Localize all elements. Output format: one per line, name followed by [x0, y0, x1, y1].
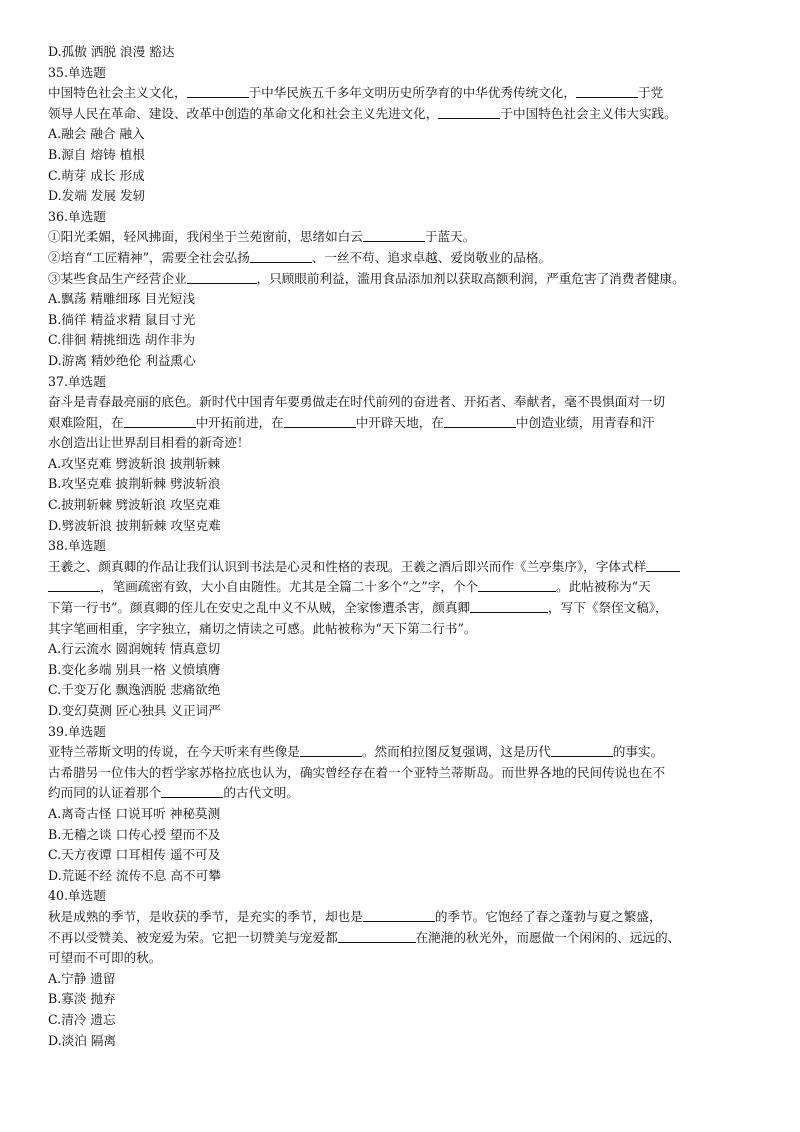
text-segment: A.离奇古怪 口说耳听 神秘莫测: [48, 805, 221, 821]
text-segment: D.淡泊 隔离: [48, 1032, 117, 1048]
text-line: [48, 248, 760, 269]
answer-blank: [161, 784, 223, 798]
text-line: [48, 722, 760, 743]
text-segment: 水创造出让世界刮目相看的新奇迹！: [48, 435, 250, 451]
text-segment: 35.单选题: [48, 64, 106, 80]
answer-blank: [187, 270, 257, 284]
answer-blank: [250, 249, 312, 263]
text-segment: 于中华民族五千多年文明历史所孕育的中华优秀传统文化，: [248, 85, 576, 101]
text-segment: 40.单选题: [48, 888, 106, 904]
text-line: [48, 866, 760, 887]
answer-blank: [438, 105, 500, 119]
text-segment: B.源自 熔铸 植根: [48, 146, 145, 162]
text-segment: 于党: [637, 85, 664, 101]
text-segment: D.劈波斩浪 披荆斩棘 攻坚克难: [48, 517, 221, 533]
text-segment: 艰难险阻，在: [48, 414, 124, 430]
answer-blank: [363, 908, 435, 922]
text-segment: ，笔画疏密有致，大小自由随性。尤其是全篇二十多个“之”字，个个: [100, 579, 479, 595]
text-segment: 秋是成熟的季节，是收获的季节，是充实的季节，却也是: [48, 908, 363, 924]
text-segment: 36.单选题: [48, 208, 106, 224]
text-segment: C.徘徊 精挑细选 胡作非为: [48, 332, 196, 348]
answer-blank: [363, 228, 425, 242]
text-line: [48, 413, 760, 434]
text-segment: A.行云流水 圆润婉转 情真意切: [48, 641, 221, 657]
text-line: [48, 948, 760, 969]
text-line: [48, 124, 760, 145]
text-line: [48, 495, 760, 516]
answer-blank: [300, 743, 362, 757]
text-line: [48, 1031, 760, 1052]
text-segment: B.无稽之谈 口传心授 望而不及: [48, 826, 221, 842]
exam-page: [48, 42, 760, 1051]
text-line: [48, 845, 760, 866]
text-line: [48, 989, 760, 1010]
text-segment: C.千变万化 飘逸洒脱 悲痛欲绝: [48, 682, 221, 698]
text-line: [48, 289, 760, 310]
text-segment: B.变化多端 别具一格 义愤填膺: [48, 661, 221, 677]
text-line: [48, 474, 760, 495]
text-line: [48, 639, 760, 660]
answer-blank: [444, 414, 516, 428]
text-segment: 于蓝天。: [424, 229, 476, 245]
text-segment: 中开拓前进，在: [195, 414, 284, 430]
text-segment: A.宁静 遗留: [48, 970, 116, 986]
text-line: [48, 372, 760, 393]
text-segment: D.游离 精妙绝伦 利益熏心: [48, 352, 196, 368]
text-segment: C.披荆斩棘 劈波斩浪 攻坚克难: [48, 497, 221, 513]
text-segment: A.攻坚克难 劈波斩浪 披荆斩棘: [48, 455, 221, 471]
text-segment: 于中国特色社会主义伟大实践。: [500, 105, 677, 121]
text-line: [48, 763, 760, 784]
answer-blank: [338, 929, 416, 943]
text-segment: 的季节。它饱经了春之蓬勃与夏之繁盛，: [434, 908, 662, 924]
text-segment: 的事实。: [612, 744, 664, 760]
answer-blank: [478, 578, 556, 592]
text-segment: 其字笔画相重，字字独立，痛切之情读之可感。此帖被称为“天下第二行书”。: [48, 620, 477, 636]
text-line: [48, 269, 760, 290]
answer-blank: [284, 414, 356, 428]
text-segment: 。然而柏拉图反复强调，这是历代: [361, 744, 551, 760]
text-line: [48, 577, 760, 598]
text-segment: 约而同的认证着那个: [48, 785, 162, 801]
text-line: [48, 63, 760, 84]
text-segment: 中国特色社会主义文化，: [48, 85, 187, 101]
text-segment: 38.单选题: [48, 538, 106, 554]
text-segment: ，写下《祭侄文稿》，: [548, 600, 668, 616]
answer-blank: [124, 414, 196, 428]
text-segment: 王羲之、颜真卿的作品让我们认识到书法是心灵和性格的表现。王羲之酒后即兴而作《兰亭集序》，字体式样: [48, 558, 647, 574]
text-segment: 不再以受赞美、被宠爱为荣。它把一切赞美与宠爱都: [48, 929, 338, 945]
text-segment: D.荒诞不经 流传不息 高不可攀: [48, 867, 221, 883]
text-segment: 亚特兰蒂斯文明的传说，在今天听来有些像是: [48, 744, 300, 760]
text-line: [48, 969, 760, 990]
text-segment: 领导人民在革命、建设、改革中创造的革命文化和社会主义先进文化，: [48, 105, 439, 121]
text-line: [48, 186, 760, 207]
text-line: [48, 886, 760, 907]
text-line: [48, 783, 760, 804]
text-segment: C.天方夜谭 口耳相传 遥不可及: [48, 847, 221, 863]
text-segment: 古希腊另一位伟大的哲学家苏格拉底也认为，确实曾经存在着一个亚特兰蒂斯岛。而世界各地的民间传说也在不: [48, 764, 666, 780]
text-line: [48, 660, 760, 681]
text-line: [48, 454, 760, 475]
answer-blank: [187, 84, 249, 98]
text-segment: 奋斗是青春最亮丽的底色。新时代中国青年要勇做走在时代前列的奋进者、开拓者、奉献者，毫不畏惧面对一切: [48, 394, 666, 410]
text-line: [48, 310, 760, 331]
text-segment: C.清冷 遗忘: [48, 1011, 116, 1027]
text-line: [48, 227, 760, 248]
text-segment: ①阳光柔媚，轻风拂面，我闲坐于兰苑窗前，思绪如白云: [48, 229, 363, 245]
text-segment: 可望而不可即的秋。: [48, 950, 162, 966]
text-segment: C.萌芽 成长 形成: [48, 167, 145, 183]
answer-blank: [646, 558, 680, 572]
text-segment: ③某些食品生产经营企业: [48, 270, 187, 286]
text-line: [48, 742, 760, 763]
text-line: [48, 804, 760, 825]
text-line: [48, 619, 760, 640]
text-line: [48, 1010, 760, 1031]
text-line: [48, 83, 760, 104]
text-segment: D.孤傲 洒脱 浪漫 豁达: [48, 44, 175, 59]
text-line: [48, 207, 760, 228]
text-segment: 在滟滟的秋光外，而愿做一个闲闲的、远远的、: [415, 929, 681, 945]
text-segment: B.寡淡 抛弃: [48, 991, 116, 1007]
text-segment: 39.单选题: [48, 723, 106, 739]
text-line: [48, 330, 760, 351]
text-segment: D.变幻莫测 匠心独具 义正词严: [48, 703, 221, 718]
text-line: [48, 392, 760, 413]
text-line: [48, 433, 760, 454]
text-line: [48, 42, 760, 63]
text-line: [48, 536, 760, 557]
text-line: [48, 825, 760, 846]
answer-blank: [48, 578, 100, 592]
text-line: [48, 557, 760, 578]
answer-blank: [470, 599, 548, 613]
text-line: [48, 145, 760, 166]
text-segment: B.徜徉 精益求精 鼠目寸光: [48, 311, 196, 327]
text-segment: 中创造业绩，用青春和汗: [515, 414, 655, 430]
text-line: [48, 928, 760, 949]
text-segment: ②培育“工匠精神”，需要全社会弘扬: [48, 249, 250, 265]
text-segment: A.飘荡 精雕细琢 目光短浅: [48, 291, 196, 307]
text-segment: A.融会 融合 融入: [48, 126, 145, 142]
text-segment: 。此帖被称为“天: [556, 579, 651, 595]
text-line: [48, 166, 760, 187]
text-line: [48, 907, 760, 928]
text-segment: 的古代文明。: [223, 785, 299, 801]
text-line: [48, 598, 760, 619]
text-line: [48, 516, 760, 537]
text-line: [48, 104, 760, 125]
text-line: [48, 680, 760, 701]
text-segment: 中开辟天地，在: [355, 414, 444, 430]
text-segment: D.发端 发展 发轫: [48, 188, 146, 204]
text-segment: 下第一行书”。颜真卿的侄儿在安史之乱中义不从贼，全家惨遭杀害，颜真卿: [48, 600, 471, 616]
text-segment: ，只顾眼前利益，滥用食品添加剂以获取高额利润，严重危害了消费者健康。: [256, 270, 685, 286]
text-segment: 37.单选题: [48, 373, 106, 389]
text-line: [48, 701, 760, 722]
answer-blank: [551, 743, 613, 757]
text-line: [48, 351, 760, 372]
text-segment: B.攻坚克难 披荆斩棘 劈波斩浪: [48, 476, 221, 492]
answer-blank: [576, 84, 638, 98]
text-segment: 、一丝不苟、追求卓越、爱岗敬业的品格。: [311, 249, 552, 265]
